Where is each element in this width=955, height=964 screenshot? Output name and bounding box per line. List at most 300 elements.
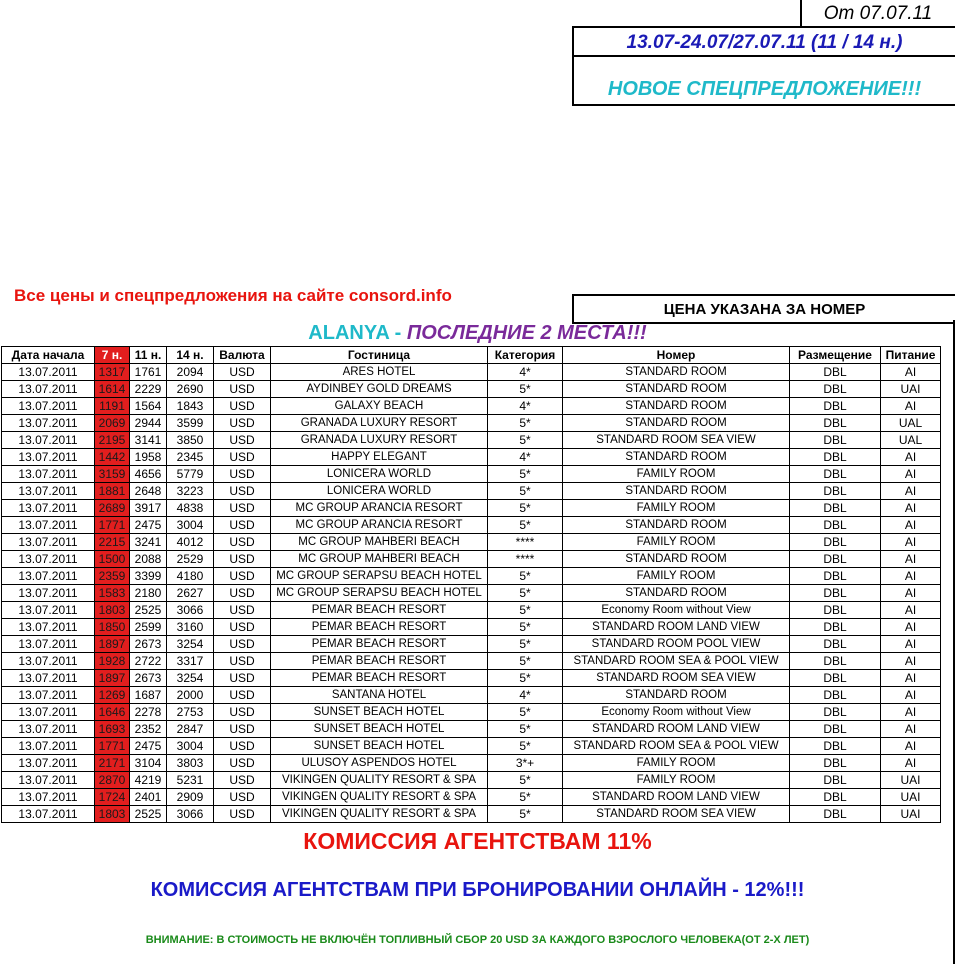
cell-hotel: PEMAR BEACH RESORT (271, 619, 488, 636)
column-header-room: Номер (563, 347, 790, 364)
cell-price-11n: 2229 (130, 381, 167, 398)
cell-board: AI (881, 449, 941, 466)
cell-price-11n: 4656 (130, 466, 167, 483)
cell-hotel: VIKINGEN QUALITY RESORT & SPA (271, 806, 488, 823)
cell-price-14n: 3254 (167, 670, 214, 687)
cell-start-date: 13.07.2011 (2, 619, 95, 636)
cell-price-11n: 2401 (130, 789, 167, 806)
cell-start-date: 13.07.2011 (2, 466, 95, 483)
table-row (2, 619, 941, 636)
heading-separator: - (389, 322, 407, 344)
cell-hotel: SUNSET BEACH HOTEL (271, 704, 488, 721)
cell-start-date: 13.07.2011 (2, 517, 95, 534)
cell-room: STANDARD ROOM SEA & POOL VIEW (563, 653, 790, 670)
table-row (2, 466, 941, 483)
cell-accommodation: DBL (790, 636, 881, 653)
cell-price-14n: 2529 (167, 551, 214, 568)
cell-hotel: SUNSET BEACH HOTEL (271, 738, 488, 755)
cell-price-11n: 2525 (130, 602, 167, 619)
cell-room: STANDARD ROOM (563, 398, 790, 415)
cell-board: AI (881, 500, 941, 517)
cell-price-11n: 4219 (130, 772, 167, 789)
cell-hotel: VIKINGEN QUALITY RESORT & SPA (271, 789, 488, 806)
cell-start-date: 13.07.2011 (2, 483, 95, 500)
cell-room: STANDARD ROOM SEA VIEW (563, 806, 790, 823)
cell-accommodation: DBL (790, 721, 881, 738)
cell-currency: USD (214, 466, 271, 483)
table-row (2, 602, 941, 619)
table-row (2, 551, 941, 568)
cell-accommodation: DBL (790, 398, 881, 415)
cell-price-7n: 2689 (95, 500, 130, 517)
region-name: ALANYA (308, 322, 390, 344)
cell-price-7n: 1191 (95, 398, 130, 415)
cell-hotel: MC GROUP MAHBERI BEACH (271, 551, 488, 568)
cell-price-11n: 2648 (130, 483, 167, 500)
cell-start-date: 13.07.2011 (2, 551, 95, 568)
cell-board: AI (881, 670, 941, 687)
cell-board: AI (881, 568, 941, 585)
cell-start-date: 13.07.2011 (2, 653, 95, 670)
cell-currency: USD (214, 772, 271, 789)
cell-price-7n: 2359 (95, 568, 130, 585)
cell-accommodation: DBL (790, 551, 881, 568)
cell-hotel: ULUSOY ASPENDOS HOTEL (271, 755, 488, 772)
column-header-category: Категория (488, 347, 563, 364)
cell-price-14n: 3004 (167, 738, 214, 755)
cell-start-date: 13.07.2011 (2, 789, 95, 806)
cell-price-11n: 1958 (130, 449, 167, 466)
table-row (2, 789, 941, 806)
document-date: От 07.07.11 (800, 0, 954, 28)
cell-accommodation: DBL (790, 738, 881, 755)
cell-currency: USD (214, 534, 271, 551)
cell-price-11n: 2088 (130, 551, 167, 568)
cell-room: STANDARD ROOM (563, 415, 790, 432)
cell-price-11n: 3104 (130, 755, 167, 772)
cell-price-14n: 4180 (167, 568, 214, 585)
cell-start-date: 13.07.2011 (2, 398, 95, 415)
commission-note: КОМИССИЯ АГЕНТСТВАМ 11% (303, 828, 652, 854)
table-row (2, 755, 941, 772)
table-row (2, 704, 941, 721)
cell-board: UAL (881, 415, 941, 432)
cell-price-14n: 2094 (167, 364, 214, 381)
cell-room: FAMILY ROOM (563, 500, 790, 517)
cell-price-11n: 1687 (130, 687, 167, 704)
cell-room: STANDARD ROOM SEA VIEW (563, 432, 790, 449)
cell-category: 5* (488, 721, 563, 738)
cell-price-14n: 3317 (167, 653, 214, 670)
cell-price-11n: 2475 (130, 738, 167, 755)
cell-price-14n: 3160 (167, 619, 214, 636)
cell-price-11n: 2475 (130, 517, 167, 534)
cell-board: UAI (881, 772, 941, 789)
cell-price-7n: 2195 (95, 432, 130, 449)
cell-currency: USD (214, 789, 271, 806)
table-row (2, 738, 941, 755)
region-heading (0, 321, 955, 346)
cell-currency: USD (214, 738, 271, 755)
cell-price-11n: 3399 (130, 568, 167, 585)
cell-accommodation: DBL (790, 534, 881, 551)
cell-room: STANDARD ROOM LAND VIEW (563, 619, 790, 636)
cell-price-7n: 1771 (95, 517, 130, 534)
cell-currency: USD (214, 568, 271, 585)
table-row (2, 432, 941, 449)
last-places-note: ПОСЛЕДНИЕ 2 МЕСТА!!! (406, 322, 647, 344)
cell-price-14n: 3599 (167, 415, 214, 432)
cell-hotel: GRANADA LUXURY RESORT (271, 432, 488, 449)
table-row (2, 636, 941, 653)
cell-price-7n: 1614 (95, 381, 130, 398)
cell-category: 5* (488, 483, 563, 500)
cell-accommodation: DBL (790, 500, 881, 517)
cell-accommodation: DBL (790, 432, 881, 449)
cell-currency: USD (214, 721, 271, 738)
table-row (2, 687, 941, 704)
cell-hotel: AYDINBEY GOLD DREAMS (271, 381, 488, 398)
cell-board: AI (881, 738, 941, 755)
cell-start-date: 13.07.2011 (2, 636, 95, 653)
cell-price-14n: 2000 (167, 687, 214, 704)
cell-accommodation: DBL (790, 653, 881, 670)
cell-currency: USD (214, 483, 271, 500)
cell-category: 5* (488, 517, 563, 534)
table-row (2, 772, 941, 789)
cell-category: 5* (488, 789, 563, 806)
cell-room: STANDARD ROOM SEA & POOL VIEW (563, 738, 790, 755)
column-header-board: Питание (881, 347, 941, 364)
cell-price-14n: 3254 (167, 636, 214, 653)
cell-price-7n: 1803 (95, 806, 130, 823)
cell-hotel: PEMAR BEACH RESORT (271, 602, 488, 619)
cell-accommodation: DBL (790, 449, 881, 466)
cell-hotel: PEMAR BEACH RESORT (271, 670, 488, 687)
cell-start-date: 13.07.2011 (2, 381, 95, 398)
cell-room: FAMILY ROOM (563, 772, 790, 789)
cell-price-7n: 3159 (95, 466, 130, 483)
cell-currency: USD (214, 687, 271, 704)
cell-price-11n: 2180 (130, 585, 167, 602)
cell-room: STANDARD ROOM (563, 687, 790, 704)
offer-dates: 13.07-24.07/27.07.11 (11 / 14 н.) (626, 32, 903, 53)
column-header-price-11n: 11 н. (130, 347, 167, 364)
cell-currency: USD (214, 670, 271, 687)
cell-price-7n: 1317 (95, 364, 130, 381)
cell-accommodation: DBL (790, 704, 881, 721)
cell-accommodation: DBL (790, 466, 881, 483)
table-row (2, 534, 941, 551)
cell-category: 5* (488, 500, 563, 517)
table-body (2, 364, 941, 823)
cell-hotel: HAPPY ELEGANT (271, 449, 488, 466)
cell-price-14n: 2909 (167, 789, 214, 806)
cell-room: STANDARD ROOM POOL VIEW (563, 636, 790, 653)
cell-room: STANDARD ROOM (563, 517, 790, 534)
cell-hotel: SUNSET BEACH HOTEL (271, 721, 488, 738)
cell-price-7n: 1693 (95, 721, 130, 738)
cell-hotel: VIKINGEN QUALITY RESORT & SPA (271, 772, 488, 789)
cell-start-date: 13.07.2011 (2, 772, 95, 789)
new-offer-title: НОВОЕ СПЕЦПРЕДЛОЖЕНИЕ!!! (607, 78, 922, 100)
cell-accommodation: DBL (790, 483, 881, 500)
cell-category: 4* (488, 364, 563, 381)
cell-category: 4* (488, 449, 563, 466)
cell-currency: USD (214, 381, 271, 398)
special-offer-box (572, 26, 955, 106)
cell-accommodation: DBL (790, 687, 881, 704)
cell-room: STANDARD ROOM (563, 551, 790, 568)
cell-start-date: 13.07.2011 (2, 755, 95, 772)
cell-accommodation: DBL (790, 585, 881, 602)
cell-accommodation: DBL (790, 364, 881, 381)
cell-start-date: 13.07.2011 (2, 432, 95, 449)
cell-room: FAMILY ROOM (563, 534, 790, 551)
cell-currency: USD (214, 585, 271, 602)
cell-price-14n: 2847 (167, 721, 214, 738)
cell-hotel: SANTANA HOTEL (271, 687, 488, 704)
cell-currency: USD (214, 704, 271, 721)
cell-price-7n: 2870 (95, 772, 130, 789)
cell-price-11n: 2599 (130, 619, 167, 636)
cell-board: UAI (881, 789, 941, 806)
cell-start-date: 13.07.2011 (2, 449, 95, 466)
cell-board: AI (881, 483, 941, 500)
cell-price-14n: 2345 (167, 449, 214, 466)
cell-price-14n: 2753 (167, 704, 214, 721)
cell-board: AI (881, 636, 941, 653)
column-header-currency: Валюта (214, 347, 271, 364)
cell-room: STANDARD ROOM (563, 585, 790, 602)
fuel-surcharge-note: ВНИМАНИЕ: В СТОИМОСТЬ НЕ ВКЛЮЧЁН ТОПЛИВНЫЙ СБОР 20 USD ЗА КАЖДОГО ВЗРОСЛОГО ЧЕЛОВЕКА(ОТ 2-Х ЛЕТ) (145, 934, 810, 946)
cell-hotel: MC GROUP SERAPSU BEACH HOTEL (271, 568, 488, 585)
cell-start-date: 13.07.2011 (2, 687, 95, 704)
cell-category: 5* (488, 568, 563, 585)
cell-category: 4* (488, 398, 563, 415)
cell-room: Economy Room without View (563, 704, 790, 721)
cell-price-7n: 1500 (95, 551, 130, 568)
cell-category: **** (488, 551, 563, 568)
cell-board: AI (881, 466, 941, 483)
table-row (2, 398, 941, 415)
cell-hotel: ARES HOTEL (271, 364, 488, 381)
table-row (2, 653, 941, 670)
table-row (2, 806, 941, 823)
cell-board: AI (881, 517, 941, 534)
column-header-hotel: Гостиница (271, 347, 488, 364)
cell-accommodation: DBL (790, 568, 881, 585)
column-header-price-14n: 14 н. (167, 347, 214, 364)
cell-currency: USD (214, 636, 271, 653)
cell-category: **** (488, 534, 563, 551)
cell-category: 4* (488, 687, 563, 704)
cell-category: 5* (488, 415, 563, 432)
cell-hotel: MC GROUP SERAPSU BEACH HOTEL (271, 585, 488, 602)
cell-currency: USD (214, 398, 271, 415)
cell-board: AI (881, 602, 941, 619)
cell-board: AI (881, 721, 941, 738)
cell-price-11n: 2278 (130, 704, 167, 721)
cell-room: STANDARD ROOM (563, 381, 790, 398)
cell-hotel: LONICERA WORLD (271, 483, 488, 500)
cell-hotel: MC GROUP ARANCIA RESORT (271, 517, 488, 534)
price-table (1, 346, 941, 823)
cell-currency: USD (214, 364, 271, 381)
cell-hotel: LONICERA WORLD (271, 466, 488, 483)
table-row (2, 500, 941, 517)
cell-board: AI (881, 364, 941, 381)
cell-currency: USD (214, 806, 271, 823)
cell-currency: USD (214, 415, 271, 432)
cell-price-7n: 1803 (95, 602, 130, 619)
table-row (2, 670, 941, 687)
cell-room: FAMILY ROOM (563, 755, 790, 772)
column-header-price-7n: 7 н. (95, 347, 130, 364)
column-header-accommodation: Размещение (790, 347, 881, 364)
cell-start-date: 13.07.2011 (2, 721, 95, 738)
cell-accommodation: DBL (790, 789, 881, 806)
cell-start-date: 13.07.2011 (2, 534, 95, 551)
cell-start-date: 13.07.2011 (2, 738, 95, 755)
column-header-start-date: Дата начала (2, 347, 95, 364)
cell-price-7n: 2171 (95, 755, 130, 772)
cell-board: AI (881, 653, 941, 670)
table-row (2, 449, 941, 466)
cell-start-date: 13.07.2011 (2, 670, 95, 687)
cell-currency: USD (214, 653, 271, 670)
table-row (2, 568, 941, 585)
table-header-row (2, 347, 941, 364)
cell-price-14n: 4838 (167, 500, 214, 517)
cell-start-date: 13.07.2011 (2, 364, 95, 381)
cell-room: STANDARD ROOM LAND VIEW (563, 789, 790, 806)
cell-hotel: MC GROUP MAHBERI BEACH (271, 534, 488, 551)
cell-category: 5* (488, 602, 563, 619)
cell-price-14n: 3803 (167, 755, 214, 772)
cell-board: AI (881, 704, 941, 721)
cell-price-11n: 1761 (130, 364, 167, 381)
cell-price-11n: 2673 (130, 636, 167, 653)
cell-category: 5* (488, 432, 563, 449)
cell-price-7n: 1583 (95, 585, 130, 602)
cell-category: 5* (488, 806, 563, 823)
cell-room: STANDARD ROOM LAND VIEW (563, 721, 790, 738)
cell-price-11n: 3241 (130, 534, 167, 551)
cell-price-14n: 2627 (167, 585, 214, 602)
cell-accommodation: DBL (790, 755, 881, 772)
cell-start-date: 13.07.2011 (2, 602, 95, 619)
cell-price-14n: 2690 (167, 381, 214, 398)
cell-category: 5* (488, 772, 563, 789)
cell-accommodation: DBL (790, 517, 881, 534)
cell-price-11n: 2944 (130, 415, 167, 432)
cell-category: 5* (488, 381, 563, 398)
cell-hotel: PEMAR BEACH RESORT (271, 636, 488, 653)
cell-currency: USD (214, 755, 271, 772)
cell-hotel: GALAXY BEACH (271, 398, 488, 415)
cell-price-14n: 5779 (167, 466, 214, 483)
cell-start-date: 13.07.2011 (2, 500, 95, 517)
cell-board: AI (881, 755, 941, 772)
cell-price-11n: 2722 (130, 653, 167, 670)
cell-price-7n: 1928 (95, 653, 130, 670)
cell-category: 5* (488, 636, 563, 653)
cell-price-11n: 2673 (130, 670, 167, 687)
cell-start-date: 13.07.2011 (2, 806, 95, 823)
cell-accommodation: DBL (790, 381, 881, 398)
online-commission-note: КОМИССИЯ АГЕНТСТВАМ ПРИ БРОНИРОВАНИИ ОНЛАЙН - 12%!!! (150, 879, 805, 901)
cell-price-7n: 1646 (95, 704, 130, 721)
table-row (2, 364, 941, 381)
cell-category: 5* (488, 466, 563, 483)
cell-start-date: 13.07.2011 (2, 585, 95, 602)
cell-accommodation: DBL (790, 602, 881, 619)
cell-room: Economy Room without View (563, 602, 790, 619)
cell-board: AI (881, 585, 941, 602)
cell-board: AI (881, 619, 941, 636)
cell-price-14n: 3004 (167, 517, 214, 534)
cell-currency: USD (214, 619, 271, 636)
cell-price-7n: 1442 (95, 449, 130, 466)
table-row (2, 483, 941, 500)
cell-price-14n: 4012 (167, 534, 214, 551)
cell-currency: USD (214, 602, 271, 619)
cell-room: FAMILY ROOM (563, 568, 790, 585)
cell-currency: USD (214, 432, 271, 449)
cell-hotel: GRANADA LUXURY RESORT (271, 415, 488, 432)
cell-board: UAI (881, 381, 941, 398)
cell-accommodation: DBL (790, 619, 881, 636)
cell-board: AI (881, 551, 941, 568)
cell-price-7n: 2215 (95, 534, 130, 551)
cell-room: STANDARD ROOM (563, 449, 790, 466)
cell-hotel: PEMAR BEACH RESORT (271, 653, 488, 670)
cell-price-14n: 3223 (167, 483, 214, 500)
cell-category: 5* (488, 738, 563, 755)
cell-price-11n: 2525 (130, 806, 167, 823)
table-row (2, 721, 941, 738)
cell-start-date: 13.07.2011 (2, 704, 95, 721)
cell-room: STANDARD ROOM (563, 483, 790, 500)
cell-start-date: 13.07.2011 (2, 415, 95, 432)
cell-category: 5* (488, 619, 563, 636)
cell-start-date: 13.07.2011 (2, 568, 95, 585)
cell-price-7n: 1269 (95, 687, 130, 704)
cell-price-11n: 2352 (130, 721, 167, 738)
cell-price-7n: 2069 (95, 415, 130, 432)
site-note: Все цены и спецпредложения на сайте consord.info (14, 286, 452, 305)
table-row (2, 381, 941, 398)
cell-price-7n: 1771 (95, 738, 130, 755)
cell-price-14n: 3066 (167, 806, 214, 823)
cell-board: AI (881, 534, 941, 551)
cell-board: AI (881, 687, 941, 704)
cell-price-11n: 1564 (130, 398, 167, 415)
cell-board: AI (881, 398, 941, 415)
cell-price-14n: 3066 (167, 602, 214, 619)
table-row (2, 585, 941, 602)
cell-category: 5* (488, 670, 563, 687)
cell-hotel: MC GROUP ARANCIA RESORT (271, 500, 488, 517)
cell-room: STANDARD ROOM SEA VIEW (563, 670, 790, 687)
cell-currency: USD (214, 449, 271, 466)
cell-category: 5* (488, 653, 563, 670)
cell-board: UAI (881, 806, 941, 823)
cell-room: FAMILY ROOM (563, 466, 790, 483)
offer-divider (574, 55, 955, 57)
cell-accommodation: DBL (790, 415, 881, 432)
